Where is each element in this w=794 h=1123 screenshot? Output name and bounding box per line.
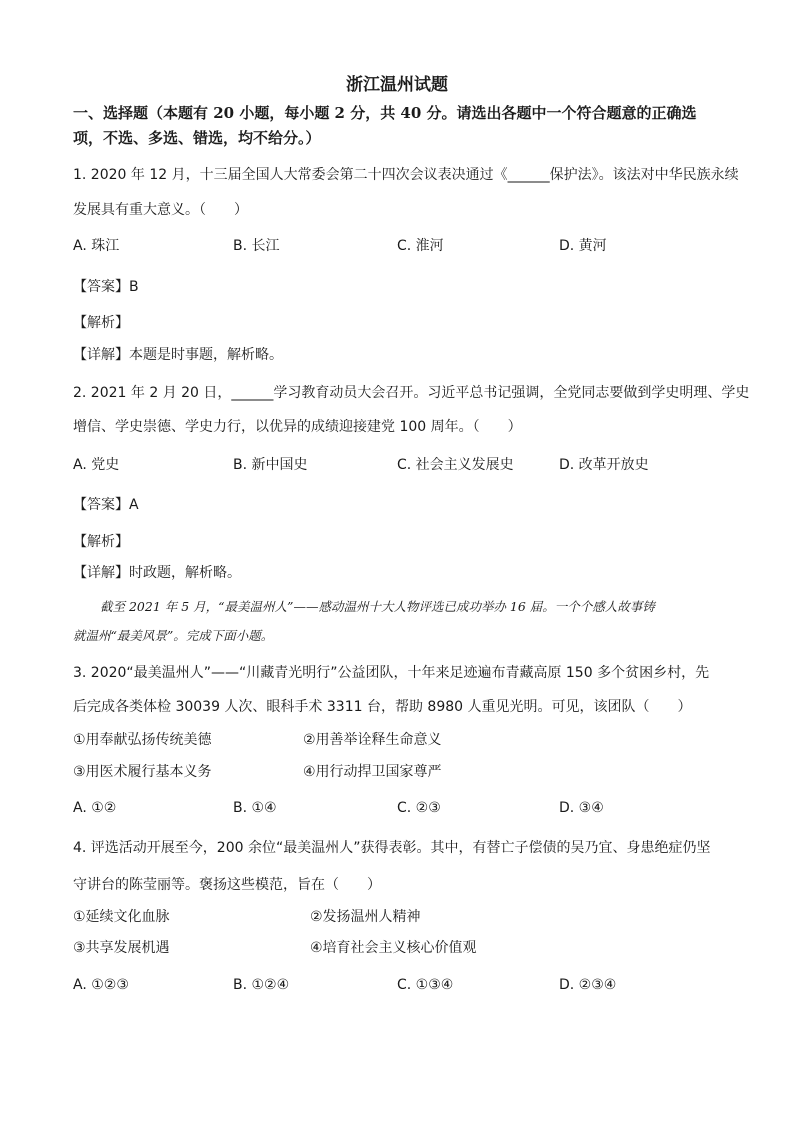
question-2-text-line-1: 2. 2021 年 2 月 20 日，______学习教育动员大会召开。习近平总书记强调，全党同志要做到学史明理、学史: [73, 385, 750, 401]
question-4-statement-2: ②发扬温州人精神: [310, 909, 421, 925]
question-3-option-b[interactable]: B. ①④: [233, 800, 277, 816]
question-3-statement-4: ④用行动捍卫国家尊严: [303, 764, 442, 780]
question-2-detail: 【详解】时政题，解析略。: [73, 565, 241, 581]
question-4-statement-3: ③共享发展机遇: [73, 940, 170, 956]
question-4-option-d[interactable]: D. ②③④: [559, 977, 617, 993]
question-4-statement-4: ④培育社会主义核心价值观: [310, 940, 477, 956]
question-2-options: [73, 456, 733, 474]
question-1-analysis-label: 【解析】: [73, 315, 129, 331]
question-1-text-line-1: 1. 2020 年 12 月，十三届全国人大常委会第二十四次会议表决通过《______保护法》。该法对中华民族永续: [73, 167, 739, 183]
question-4-statements-row-2: [73, 939, 733, 957]
question-4-option-a[interactable]: A. ①②③: [73, 977, 129, 993]
question-3-statements-row-2: [73, 763, 733, 781]
question-3-statement-2: ②用善举诠释生命意义: [303, 732, 442, 748]
question-4-option-b[interactable]: B. ①②④: [233, 977, 290, 993]
question-3-option-d[interactable]: D. ③④: [559, 800, 604, 816]
page-title: 浙江温州试题: [346, 75, 448, 95]
question-3-statement-1: ①用奉献弘扬传统美德: [73, 732, 212, 748]
question-1-answer: 【答案】B: [73, 279, 139, 295]
question-4-options: [73, 976, 733, 994]
question-4-statement-1: ①延续文化血脉: [73, 909, 170, 925]
question-2-option-b[interactable]: B. 新中国史: [233, 457, 308, 473]
question-4-option-c[interactable]: C. ①③④: [397, 977, 454, 993]
question-3-option-c[interactable]: C. ②③: [397, 800, 441, 816]
question-1-options: [73, 237, 733, 255]
question-2-option-d[interactable]: D. 改革开放史: [559, 457, 649, 473]
question-2-text-line-2: 增信、学史崇德、学史力行，以优异的成绩迎接建党 100 周年。（ ）: [73, 419, 522, 435]
question-2-option-c[interactable]: C. 社会主义发展史: [397, 457, 514, 473]
question-4-text-line-2: 守讲台的陈莹丽等。褒扬这些模范，旨在（ ）: [73, 877, 381, 893]
question-3-statements-row-1: [73, 731, 733, 749]
question-4-text-line-1: 4. 评选活动开展至今，200 余位“最美温州人”获得表彰。其中，有替亡子偿债的吴乃宜、身患绝症仍坚: [73, 840, 711, 856]
question-3-text-line-1: 3. 2020“最美温州人”——“川藏青光明行”公益团队，十年来足迹遍布青藏高原 150 多个贫困乡村，先: [73, 665, 710, 681]
question-3-statement-3: ③用医术履行基本义务: [73, 764, 212, 780]
question-2-analysis-label: 【解析】: [73, 534, 129, 550]
question-1-detail: 【详解】本题是时事题，解析略。: [73, 347, 283, 363]
question-2-answer: 【答案】A: [73, 497, 139, 513]
question-1-option-b[interactable]: B. 长江: [233, 238, 280, 254]
question-3-options: [73, 799, 733, 817]
question-1-option-a[interactable]: A. 珠江: [73, 238, 120, 254]
material-text-line-2: 就温州“最美风景”。完成下面小题。: [73, 628, 274, 643]
question-1-option-c[interactable]: C. 淮河: [397, 238, 444, 254]
question-1-text-line-2: 发展具有重大意义。（ ）: [73, 202, 248, 218]
section-heading-line-1: 一、选择题（本题有 20 小题，每小题 2 分，共 40 分。请选出各题中一个符合题意的正确选: [73, 104, 697, 122]
material-text-line-1: 截至 2021 年 5 月，“最美温州人”——感动温州十大人物评选已成功举办 16 届。一个个感人故事铸: [100, 599, 655, 614]
question-4-statements-row-1: [73, 908, 733, 926]
question-3-text-line-2: 后完成各类体检 30039 人次、眼科手术 3311 台，帮助 8980 人重见光明。可见，该团队（ ）: [73, 699, 692, 715]
question-2-option-a[interactable]: A. 党史: [73, 457, 120, 473]
question-3-option-a[interactable]: A. ①②: [73, 800, 117, 816]
question-1-option-d[interactable]: D. 黄河: [559, 238, 607, 254]
section-heading-line-2: 项，不选、多选、错选，均不给分。）: [73, 129, 321, 147]
